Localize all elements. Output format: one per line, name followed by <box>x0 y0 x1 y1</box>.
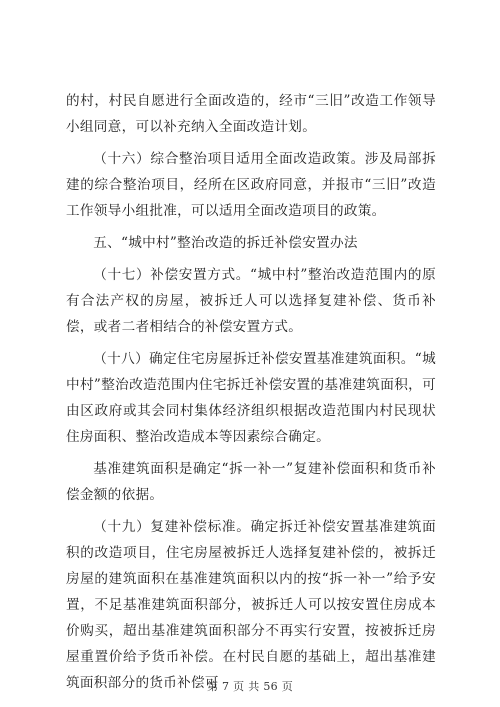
document-body <box>66 88 436 702</box>
section-heading-5: 五、“城中村”整治改造的拆迁补偿安置办法 <box>93 235 358 251</box>
paragraph-item-16: （十六）综合整治项目适用全面改造政策。涉及局部拆建的综合整治项目，经所在区政府同意，并报市“三旧”改造工作领导小组批准，可以适用全面改造项目的政策。 <box>66 151 436 219</box>
paragraph-item-17: （十七）补偿安置方式。“城中村”整治改造范围内的原有合法产权的房屋，被拆迁人可以选择复建补偿、货币补偿，或者二者相结合的补偿安置方式。 <box>66 267 436 335</box>
paragraph-item-18: （十八）确定住宅房屋拆迁补偿安置基准建筑面积。“城中村”整治改造范围内住宅拆迁补偿安置的基准建筑面积，可由区政府或其会同村集体经济组织根据改造范围内村民现状住房面积、整治改造成本等因素综合确定。 <box>66 351 436 445</box>
page-footer: 第 7 页 共 56 页 <box>206 680 294 693</box>
paragraph-item-19: （十九）复建补偿标准。确定拆迁补偿安置基准建筑面积的改造项目，住宅房屋被拆迁人选择复建补偿的，被拆迁房屋的建筑面积在基准建筑面积以内的按“拆一补一”给予安置，不足基准建筑面积部分，被拆迁人可以按安置住房成本价购买，超出基准建筑面积部分不再实行安置，按被拆迁房屋重置价给予货币补偿。在村民自愿的基础上，超出基准建筑面积部分的货币补偿可 <box>66 519 436 691</box>
paragraph-baseline-area: 基准建筑面积是确定“拆一补一”复建补偿面积和货币补偿金额的依据。 <box>66 461 436 503</box>
paragraph-continuation: 的村，村民自愿进行全面改造的，经市“三旧”改造工作领导小组同意，可以补充纳入全面改造计划。 <box>66 93 436 135</box>
